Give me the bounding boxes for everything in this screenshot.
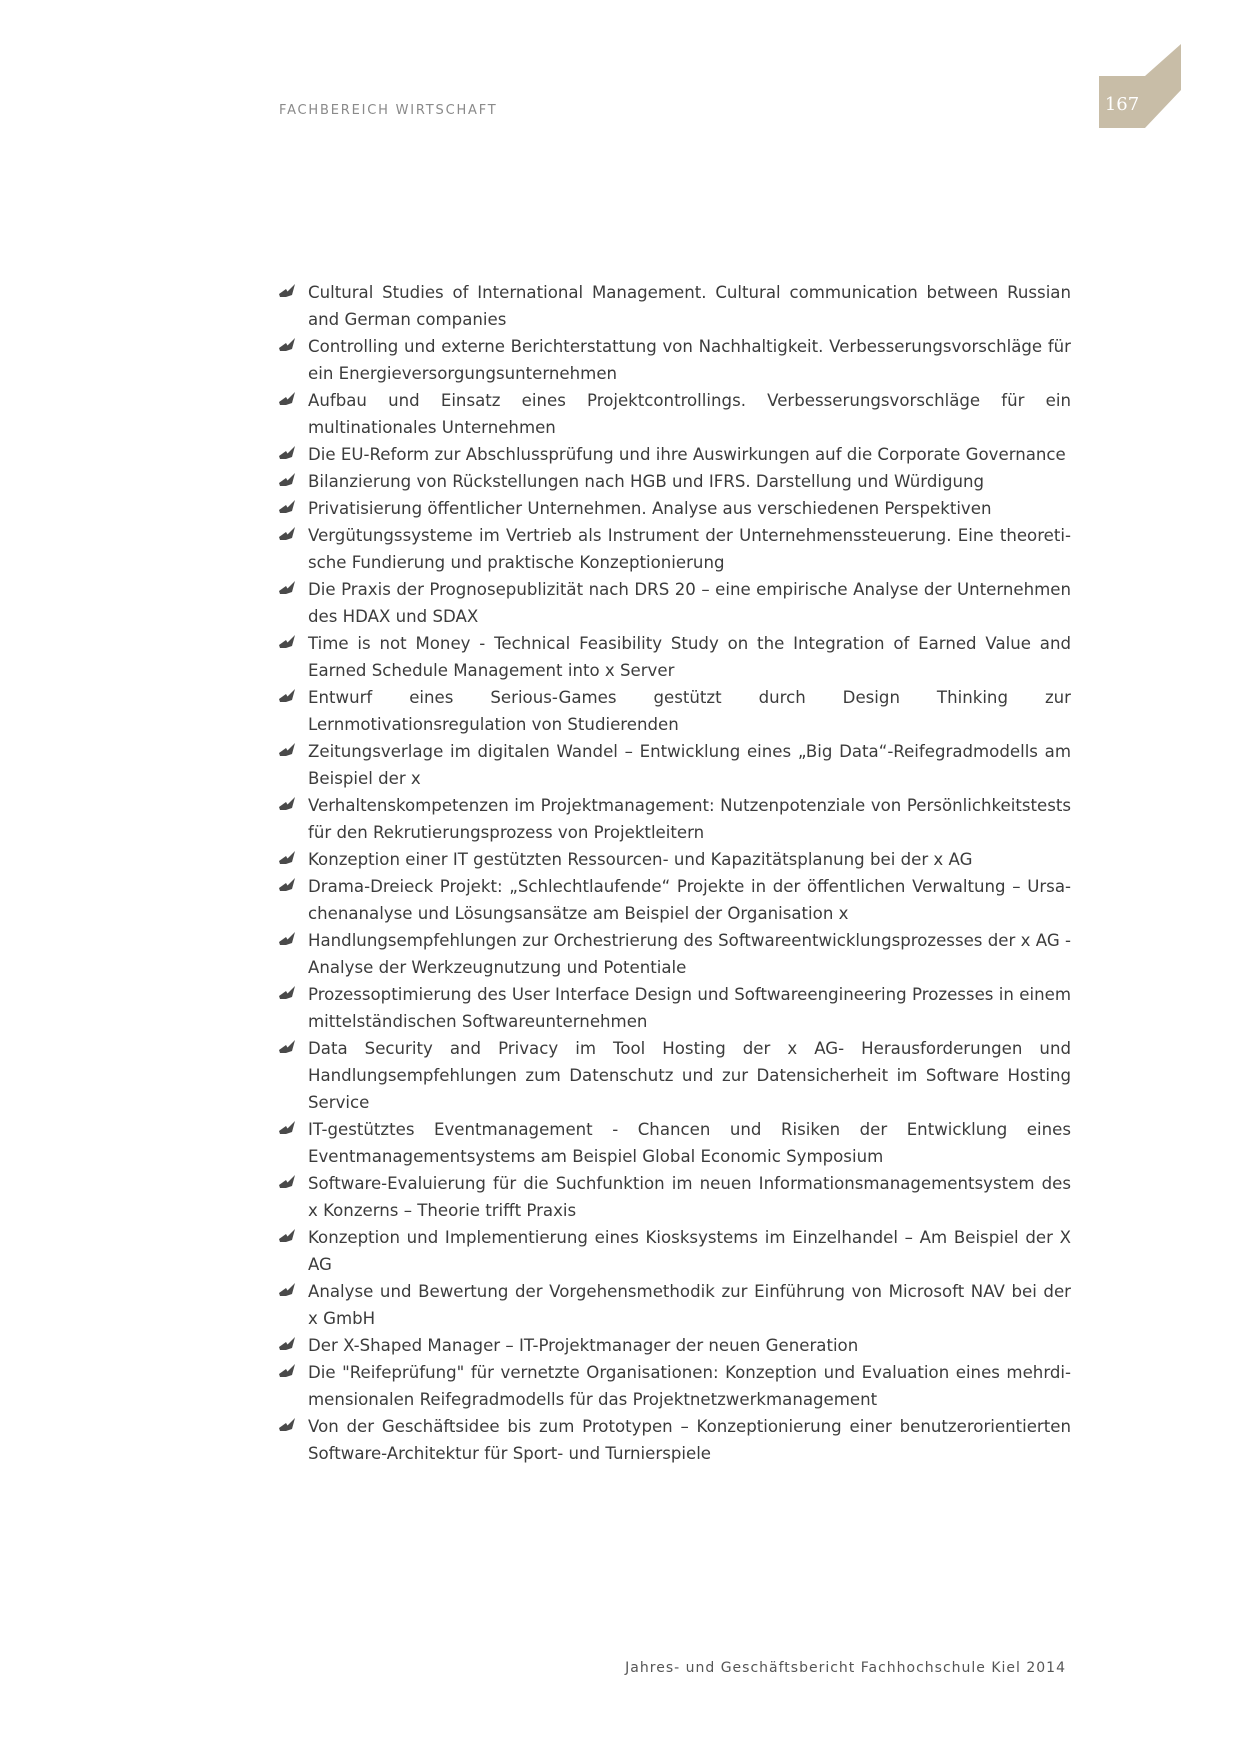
check-icon — [278, 1174, 296, 1190]
topic-title: Handlungsempfehlungen zur Orchestrierung des Softwareentwicklungsprozesses der x AG - Analyse der Werkzeugnutzung und Potentiale — [308, 931, 1071, 977]
check-icon — [278, 1228, 296, 1244]
topic-title: Zeitungsverlage im digitalen Wandel – Entwicklung eines „Big Data“-Reifegradmodells am Beispiel der x — [308, 742, 1071, 788]
list-item — [278, 1170, 1071, 1224]
list-item — [278, 684, 1071, 738]
check-icon — [278, 1417, 296, 1433]
topic-title: Von der Geschäftsidee bis zum Prototypen – Konzeptionierung einer benutzerorientierten Software-Architektur für Sport- und Turnierspiele — [308, 1417, 1071, 1463]
check-icon — [278, 931, 296, 947]
topic-title: Software-Evaluierung für die Suchfunktion im neuen Informationsmanagementsystem des x Konzerns – Theorie trifft Praxis — [308, 1174, 1071, 1220]
list-item — [278, 576, 1071, 630]
list-item — [278, 792, 1071, 846]
section-label: FACHBEREICH WIRTSCHAFT — [279, 103, 498, 118]
topic-title: Die "Reifeprüfung" für vernetzte Organisationen: Konzeption und Evaluation eines mehrdimensionalen Reifegradmodells für das Projektnetzwerkmanagement — [308, 1363, 1071, 1409]
topic-title: Konzeption und Implementierung eines Kiosksystems im Einzelhandel – Am Beispiel der X AG — [308, 1228, 1071, 1274]
list-item — [278, 738, 1071, 792]
topic-title: Controlling und externe Berichterstattung von Nachhaltigkeit. Verbesserungsvorschläge für ein Energieversorgungsunternehmen — [308, 337, 1071, 383]
check-icon — [278, 634, 296, 650]
topic-title: Vergütungssysteme im Vertrieb als Instrument der Unternehmenssteuerung. Eine theoretische Fundierung und praktische Konzeptionierung — [308, 526, 1071, 572]
list-item — [278, 981, 1071, 1035]
check-icon — [278, 1363, 296, 1379]
topic-title: Entwurf eines Serious-Games gestützt durch Design Thinking zur Lernmotivationsregulation von Studierenden — [308, 688, 1071, 734]
page-badge — [1099, 44, 1181, 128]
list-item — [278, 846, 1071, 873]
list-item — [278, 522, 1071, 576]
check-icon — [278, 445, 296, 461]
list-item — [278, 1116, 1071, 1170]
list-item — [278, 279, 1071, 333]
check-icon — [278, 1120, 296, 1136]
topic-title: Die EU-Reform zur Abschlussprüfung und ihre Auswirkungen auf die Corporate Governance — [308, 445, 1066, 464]
check-icon — [278, 742, 296, 758]
list-item — [278, 1224, 1071, 1278]
topic-title: Der X-Shaped Manager – IT-Projektmanager der neuen Generation — [308, 1336, 859, 1355]
check-icon — [278, 472, 296, 488]
topic-title: Data Security and Privacy im Tool Hosting der x AG- Herausforderungen und Handlungsempfehlungen zum Datenschutz und zur Datensicherheit im Software Hosting Service — [308, 1039, 1071, 1112]
topic-title: Verhaltenskompetenzen im Projektmanagement: Nutzenpotenziale von Persönlichkeitstests für den Rekrutierungsprozess von Projektleitern — [308, 796, 1071, 842]
check-icon — [278, 283, 296, 299]
footer-text: Jahres- und Geschäftsbericht Fachhochschule Kiel 2014 — [625, 1660, 1066, 1676]
check-icon — [278, 877, 296, 893]
list-item — [278, 873, 1071, 927]
check-icon — [278, 850, 296, 866]
check-icon — [278, 985, 296, 1001]
list-item — [278, 1332, 1071, 1359]
list-item — [278, 387, 1071, 441]
topic-title: Konzeption einer IT gestützten Ressourcen- und Kapazitätsplanung bei der x AG — [308, 850, 973, 869]
topic-title: IT-gestütztes Eventmanagement - Chancen und Risiken der Entwicklung eines Eventmanagementsystems am Beispiel Global Economic Symposium — [308, 1120, 1071, 1166]
topic-title: Bilanzierung von Rückstellungen nach HGB und IFRS. Darstellung und Würdigung — [308, 472, 985, 491]
list-item — [278, 1413, 1071, 1467]
topic-title: Die Praxis der Prognosepublizität nach DRS 20 – eine empirische Analyse der Unternehmen des HDAX und SDAX — [308, 580, 1071, 626]
check-icon — [278, 580, 296, 596]
check-icon — [278, 688, 296, 704]
check-icon — [278, 526, 296, 542]
list-item — [278, 1278, 1071, 1332]
list-item — [278, 333, 1071, 387]
check-icon — [278, 1282, 296, 1298]
topic-title: Prozessoptimierung des User Interface Design und Softwareengineering Prozesses in einem mittelständischen Softwareunternehmen — [308, 985, 1071, 1031]
check-icon — [278, 499, 296, 515]
check-icon — [278, 1039, 296, 1055]
list-item — [278, 441, 1071, 468]
check-icon — [278, 796, 296, 812]
list-item — [278, 495, 1071, 522]
topic-title: Cultural Studies of International Management. Cultural communication between Russian and German companies — [308, 283, 1071, 329]
topic-title: Time is not Money - Technical Feasibility Study on the Integration of Earned Value and Earned Schedule Management into x Server — [308, 634, 1071, 680]
topic-title: Analyse und Bewertung der Vorgehensmethodik zur Einführung von Microsoft NAV bei der x GmbH — [308, 1282, 1071, 1328]
list-item — [278, 1359, 1071, 1413]
list-item — [278, 630, 1071, 684]
topic-title: Drama-Dreieck Projekt: „Schlechtlaufende“ Projekte in der öffentlichen Verwaltung – Ursachenanalyse und Lösungsansätze am Beispiel der Organisation x — [308, 877, 1071, 923]
check-icon — [278, 1336, 296, 1352]
topic-title: Privatisierung öffentlicher Unternehmen. Analyse aus verschiedenen Perspektiven — [308, 499, 992, 518]
topic-list — [278, 279, 1071, 1467]
page-number: 167 — [1104, 94, 1140, 115]
list-item — [278, 1035, 1071, 1116]
topic-title: Aufbau und Einsatz eines Projektcontrollings. Verbesserungsvorschläge für ein multinationales Unternehmen — [308, 391, 1071, 437]
check-icon — [278, 337, 296, 353]
check-icon — [278, 391, 296, 407]
list-item — [278, 468, 1071, 495]
list-item — [278, 927, 1071, 981]
